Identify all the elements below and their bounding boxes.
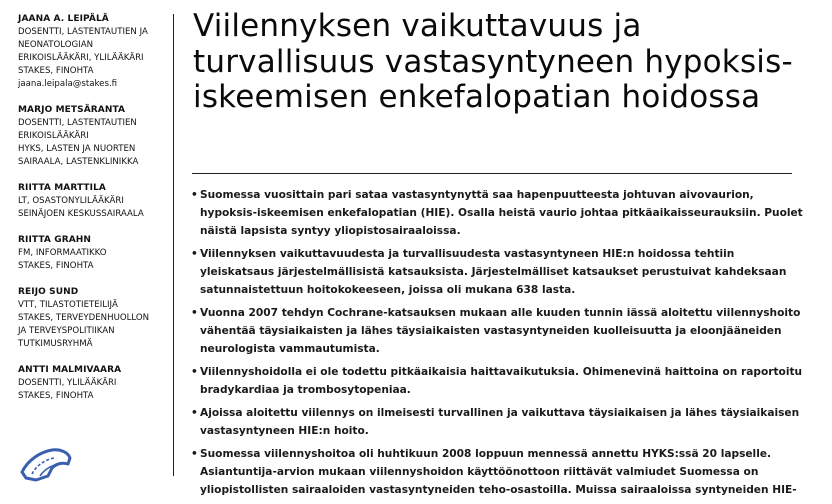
author-affiliation: STAKES, FINOHTA xyxy=(18,66,94,76)
author-affiliation: STAKES, TERVEYDENHUOLLON xyxy=(18,313,150,323)
summary-bullet: • Vuonna 2007 tehdyn Cochrane-katsauksen mukaan alle kuuden tunnin iässä aloitettu viilennyshoito vähentää täysiaikaisten ja lähes täysiaikaisten vastasyntyneiden kuolleisuutta ja eloonjääneiden neurologista vammautumista. xyxy=(191,304,811,358)
author-affiliation: FM, INFORMAATIKKO xyxy=(18,248,107,258)
summary-bullet: • Suomessa viilennyshoitoa oli huhtikuun 2008 loppuun mennessä annettu HYKS:ssä 20 lapselle. Asiantuntija-arvion mukaan viilennyshoidon käyttöönottoon riittävät valmiudet Suomessa on yliopistollisten sairaaloiden vastasyntyneiden teho-osastoilla. Muissa sairaaloissa syntyneiden HIE- xyxy=(191,445,811,499)
author-affiliation: ERIKOISLÄÄKÄRI, YLILÄÄKÄRI xyxy=(18,53,144,63)
summary-bullet: • Ajoissa aloitettu viilennys on ilmeisesti turvallinen ja vaikuttava täysiaikaisen ja lähes täysiaikaisen vastasyntyneen HIE:n hoito. xyxy=(191,404,811,440)
finland-map-logo-icon xyxy=(18,442,74,482)
author-block xyxy=(18,286,168,351)
summary-bullet: • Suomessa vuosittain pari sataa vastasyntynyttä saa hapenpuutteesta johtuvan aivovaurion, hypoksis-iskeemisen enkefalopatian (HIE). Osalla heistä vaurio johtaa pitkäaikaisseurauksiin. Puolet näistä lapsista syntyy yliopistosairaaloissa. xyxy=(191,186,811,240)
author-affiliation: SEINÄJOEN KESKUSSAIRAALA xyxy=(18,209,144,219)
author-affiliation: TUTKIMUSRYHMÄ xyxy=(18,339,93,349)
column-divider xyxy=(173,14,174,476)
author-block xyxy=(18,234,168,273)
summary-list xyxy=(191,186,811,504)
author-affiliation: DOSENTTI, YLILÄÄKÄRI xyxy=(18,378,117,388)
author-affiliation: DOSENTTI, LASTENTAUTIEN JA xyxy=(18,27,148,37)
author-block xyxy=(18,13,168,91)
author-affiliation: STAKES, FINOHTA xyxy=(18,261,94,271)
author-affiliation: LT, OSASTONYLILÄÄKÄRI xyxy=(18,196,124,206)
author-affiliation: SAIRAALA, LASTENKLINIKKA xyxy=(18,157,139,167)
author-affiliation: HYKS, LASTEN JA NUORTEN xyxy=(18,144,136,154)
author-name: REIJO SUND xyxy=(18,287,79,297)
author-sidebar xyxy=(18,13,168,416)
title-rule xyxy=(192,173,792,174)
author-affiliation: JA TERVEYSPOLITIIKAN xyxy=(18,326,115,336)
author-block xyxy=(18,364,168,403)
author-email[interactable]: jaana.leipala@stakes.fi xyxy=(18,79,118,89)
author-affiliation: DOSENTTI, LASTENTAUTIEN xyxy=(18,118,137,128)
author-name: JAANA A. LEIPÄLÄ xyxy=(18,14,109,24)
author-name: ANTTI MALMIVAARA xyxy=(18,365,122,375)
article-title: Viilennyksen vaikuttavuus ja turvallisuus vastasyntyneen hypoksis-iskeemisen enkefalopatian hoidossa xyxy=(193,8,793,115)
author-affiliation: STAKES, FINOHTA xyxy=(18,391,94,401)
author-affiliation: ERIKOISLÄÄKÄRI xyxy=(18,131,89,141)
author-name: RIITTA MARTTILA xyxy=(18,183,106,193)
summary-bullet: • Viilennyshoidolla ei ole todettu pitkäaikaisia haittavaikutuksia. Ohimenevinä haittoina on raportoitu bradykardiaa ja trombosytopeniaa. xyxy=(191,363,811,399)
author-name: RIITTA GRAHN xyxy=(18,235,92,245)
author-block xyxy=(18,104,168,169)
author-affiliation: NEONATOLOGIAN xyxy=(18,40,94,50)
author-name: MARJO METSÄRANTA xyxy=(18,105,126,115)
summary-bullet: • Viilennyksen vaikuttavuudesta ja turvallisuudesta vastasyntyneen HIE:n hoidossa tehtiin yleiskatsaus järjestelmällisistä katsauksista. Järjestelmälliset katsaukset perustuivat kahdeksaan satunnaistettuun hoitokokeeseen, joissa oli mukana 638 lasta. xyxy=(191,245,811,299)
author-affiliation: VTT, TILASTOTIETEILIJÄ xyxy=(18,300,118,310)
author-block xyxy=(18,182,168,221)
